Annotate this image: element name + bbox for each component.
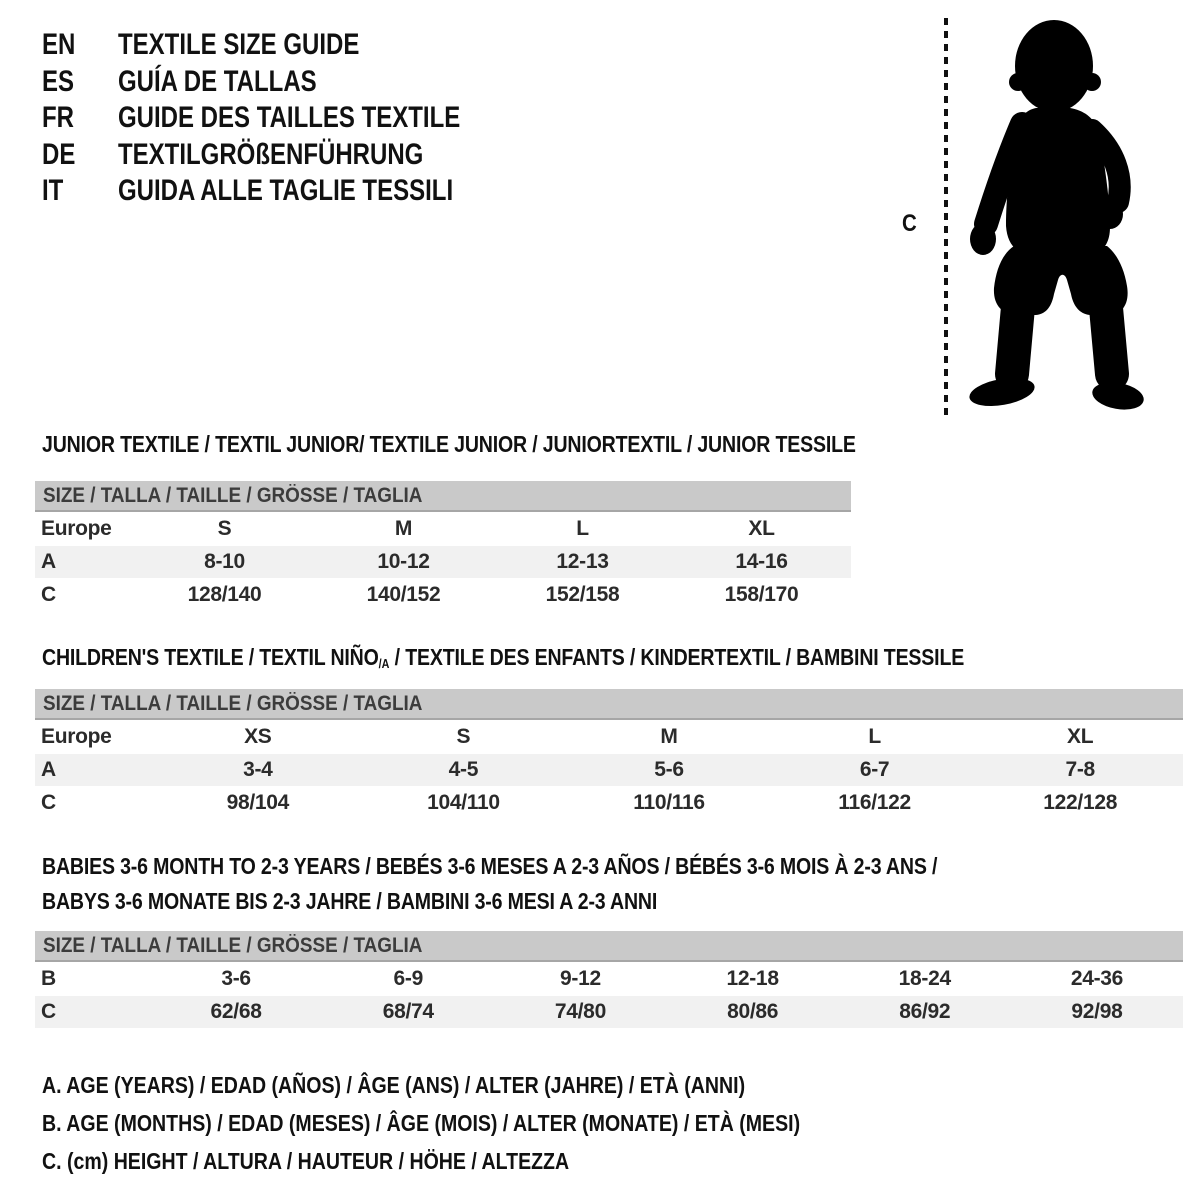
age-cell: 12-13 — [556, 550, 609, 573]
height-cell: 116/122 — [838, 790, 911, 814]
language-title-list — [42, 27, 546, 210]
age-cell: 7-8 — [1065, 758, 1095, 781]
size-table-header: SIZE / TALLA / TAILLE / GRÖSSE / TAGLIA — [35, 931, 1183, 962]
size-cell: XL — [1067, 725, 1094, 748]
height-cell: 140/152 — [366, 582, 441, 606]
language-code: FR — [42, 101, 74, 134]
height-cell: 128/140 — [187, 582, 262, 606]
age-cell: 18-24 — [898, 967, 951, 990]
language-code: IT — [42, 174, 64, 207]
language-code: ES — [42, 64, 75, 98]
junior-section-title: JUNIOR TEXTILE / TEXTIL JUNIOR/ TEXTILE JUNIOR / JUNIORTEXTIL / JUNIOR TESSILE — [42, 431, 856, 457]
size-cell: M — [394, 517, 413, 540]
guide-title: TEXTILE SIZE GUIDE — [118, 28, 360, 61]
language-row — [42, 100, 546, 137]
language-code: DE — [42, 137, 76, 171]
language-code: EN — [42, 28, 76, 61]
legend-line-a: A. AGE (YEARS) / EDAD (AÑOS) / ÂGE (ANS) / ALTER (JAHRE) / ETÀ (ANNI) — [42, 1072, 746, 1098]
age-cell: 3-4 — [243, 758, 273, 781]
table-row-age — [35, 754, 1183, 786]
age-cell: 6-9 — [393, 967, 423, 990]
height-measure-dashed-line — [944, 18, 948, 418]
row-label: B — [41, 967, 56, 990]
size-table-header: SIZE / TALLA / TAILLE / GRÖSSE / TAGLIA — [35, 689, 1183, 720]
table-row-europe — [35, 720, 1183, 754]
size-cell: S — [217, 517, 232, 540]
junior-size-table — [35, 481, 851, 611]
height-cell: 68/74 — [382, 1000, 434, 1023]
size-cell: L — [576, 517, 589, 540]
toddler-silhouette-icon — [958, 12, 1170, 416]
measure-legend — [42, 1066, 934, 1180]
height-cell: 86/92 — [899, 1000, 951, 1023]
height-measure-label: C — [902, 210, 917, 237]
table-row-height — [35, 578, 851, 611]
row-label: Europe — [41, 517, 112, 540]
legend-line-c: C. (cm) HEIGHT / ALTURA / HAUTEUR / HÖHE / ALTEZZA — [42, 1148, 570, 1174]
children-section-title: CHILDREN'S TEXTILE / TEXTIL NIÑO/A / TEXTILE DES ENFANTS / KINDERTEXTIL / BAMBINI TESSILE — [42, 644, 965, 672]
age-cell: 14-16 — [735, 550, 788, 573]
row-label: A — [41, 550, 56, 573]
legend-line-b: B. AGE (MONTHS) / EDAD (MESES) / ÂGE (MOIS) / ALTER (MONATE) / ETÀ (MESI) — [42, 1110, 801, 1136]
size-table-header: SIZE / TALLA / TAILLE / GRÖSSE / TAGLIA — [35, 481, 851, 512]
babies-size-table — [35, 931, 1183, 1028]
size-cell: XL — [748, 517, 775, 540]
guide-title: GUIDA ALLE TAGLIE TESSILI — [118, 174, 454, 207]
age-cell: 9-12 — [560, 967, 601, 990]
height-cell: 122/128 — [1043, 790, 1118, 814]
height-cell: 74/80 — [554, 1000, 606, 1023]
height-cell: 98/104 — [226, 790, 290, 814]
children-size-table — [35, 689, 1183, 819]
age-cell: 8-10 — [204, 550, 245, 573]
age-cell: 6-7 — [859, 758, 890, 781]
size-cell: XS — [244, 725, 272, 748]
height-cell: 92/98 — [1071, 1000, 1123, 1023]
size-cell: L — [868, 725, 881, 748]
age-cell: 4-5 — [448, 758, 479, 781]
gender-subscript: /A — [378, 657, 390, 672]
guide-title: GUÍA DE TALLAS — [118, 64, 317, 98]
table-row-age-months — [35, 962, 1183, 996]
table-row-europe — [35, 512, 851, 546]
age-cell: 12-18 — [726, 967, 779, 990]
row-label: A — [41, 758, 56, 781]
size-cell: S — [456, 725, 471, 748]
row-label: C — [41, 582, 56, 606]
height-cell: 104/110 — [427, 790, 500, 814]
babies-section-title: BABIES 3-6 MONTH TO 2-3 YEARS / BEBÉS 3-6 MESES A 2-3 AÑOS / BÉBÉS 3-6 MOIS À 2-3 ANS / BABYS 3-6 MONATE BIS 2-3 JAHRE / BAMBINI 3-6 MESI A 2-3 ANNI — [42, 853, 938, 914]
age-cell: 24-36 — [1070, 967, 1124, 990]
language-row — [42, 173, 546, 210]
language-row — [42, 64, 546, 101]
table-row-age — [35, 546, 851, 578]
age-cell: 10-12 — [377, 550, 430, 573]
row-label: Europe — [41, 725, 112, 748]
age-cell: 5-6 — [654, 758, 684, 781]
size-cell: M — [660, 725, 678, 748]
height-cell: 62/68 — [210, 1000, 262, 1023]
row-label: C — [41, 790, 56, 814]
height-cell: 158/170 — [724, 582, 799, 606]
height-cell: 152/158 — [545, 582, 620, 606]
table-row-height — [35, 786, 1183, 819]
row-label: C — [41, 1000, 56, 1023]
age-cell: 3-6 — [221, 967, 251, 990]
guide-title: GUIDE DES TAILLES TEXTILE — [118, 101, 461, 134]
language-row — [42, 27, 546, 64]
language-row — [42, 137, 546, 174]
guide-title: TEXTILGRÖßENFÜHRUNG — [118, 137, 424, 171]
height-cell: 80/86 — [727, 1000, 779, 1023]
table-row-height — [35, 996, 1183, 1028]
height-cell: 110/116 — [633, 790, 705, 814]
